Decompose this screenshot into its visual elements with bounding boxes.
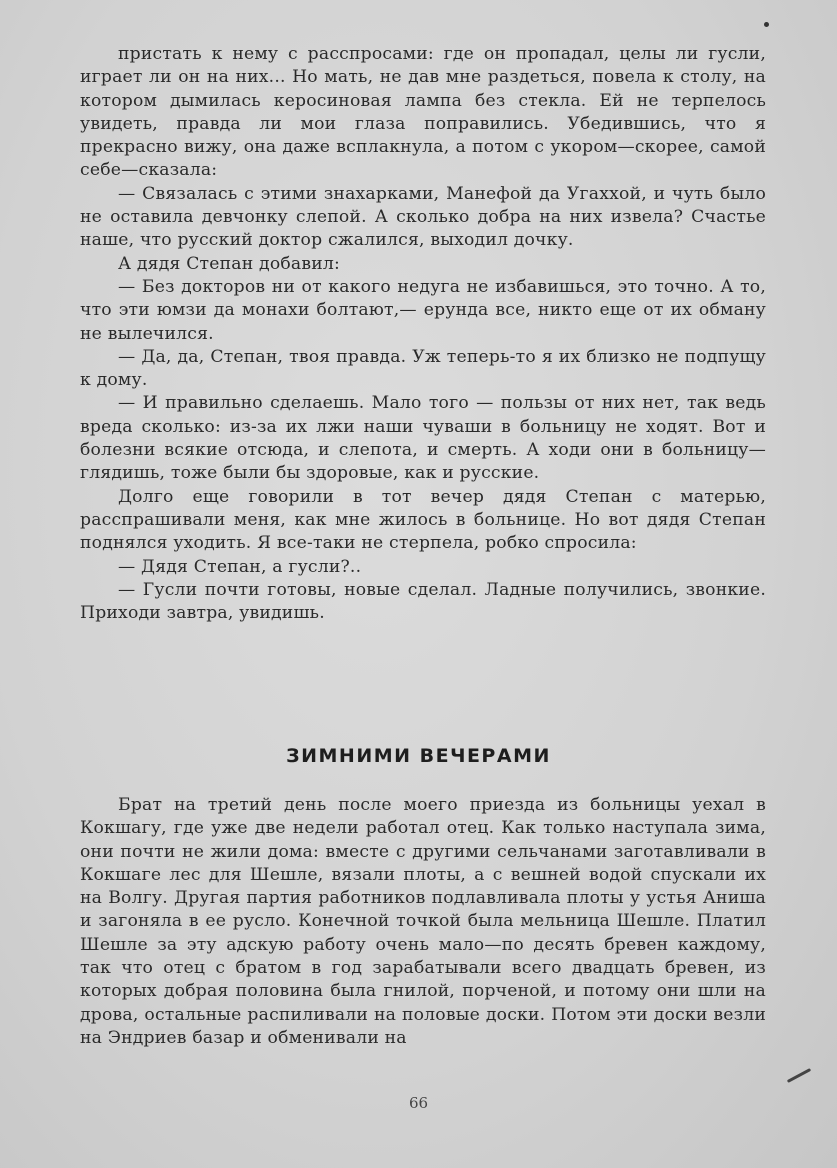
page-scratch [787,1068,811,1083]
paragraph: — Да, да, Степан, твоя правда. Уж теперь-то я их близко не подпущу к дому. [80,346,766,391]
paragraph: Долго еще говорили в тот вечер дядя Степан с матерью, расспрашивали меня, как мне жилось в больнице. Но вот дядя Степан поднялся уходить. Я все-таки не стерпела, робко спросила: [80,486,766,554]
paragraph: — И правильно сделаешь. Мало того — пользы от них нет, так ведь вреда сколько: из-за их лжи наши чуваши в больницу не ходят. Вот и болезни всякие отсюда, и слепота, и смерть. А ходи они в больницу—глядишь, тоже были бы здоровые, как и русские. [80,393,766,484]
paragraph: А дядя Степан добавил: [118,253,341,274]
paragraph: — Гусли почти готовы, новые сделал. Ладные получились, звонкие. Приходи завтра, увидишь. [80,579,766,624]
bottom-text-block [80,794,766,1050]
ink-speck [764,22,769,27]
chapter-heading: ЗИМНИМИ ВЕЧЕРАМИ [286,745,551,767]
page-number: 66 [408,1094,429,1112]
paragraph: Брат на третий день после моего приезда из больницы уехал в Кокшагу, где уже две недели работал отец. Как только наступала зима, они почти не жили дома: вместе с другими сельчанами заготавливали в Кокшаге лес для Шешле, вязали плоты, а с вешней водой спускали их на Волгу. Другая партия работников подлавливала плоты у устья Аниша и загоняла в ее русло. Конечной точкой была мельница Шешле. Платил Шешле за эту адскую работу очень мало—по десять бревен каждому, так что отец с братом в год зарабатывали всего двадцать бревен, из которых добрая половина была гнилой, порченой, и потому они шли на дрова, остальные распиливали на половые доски. Потом эти доски везли на Эндриев базар и обменивали на [80,795,766,1048]
top-text-block [80,43,766,625]
paragraph: — Связалась с этими знахарками, Манефой да Угаххой, и чуть было не оставила девчонку слепой. А сколько добра на них извела? Счастье наше, что русский доктор сжалился, выходил дочку. [80,183,766,251]
paragraph: пристать к нему с расспросами: где он пропадал, целы ли гусли, играет ли он на них... Но мать, не дав мне раздеться, повела к столу, на котором дымилась керосиновая лампа без стекла. Ей не терпелось увидеть, правда ли мои глаза поправились. Убедившись, что я прекрасно вижу, она даже всплакнула, а потом с укором—скорее, самой себе—сказала: [80,44,766,181]
paragraph: — Дядя Степан, а гусли?.. [118,556,362,577]
paragraph: — Без докторов ни от какого недуга не избавишься, это точно. А то, что эти юмзи да монахи болтают,— ерунда все, никто еще от их обману не вылечился. [80,276,766,344]
